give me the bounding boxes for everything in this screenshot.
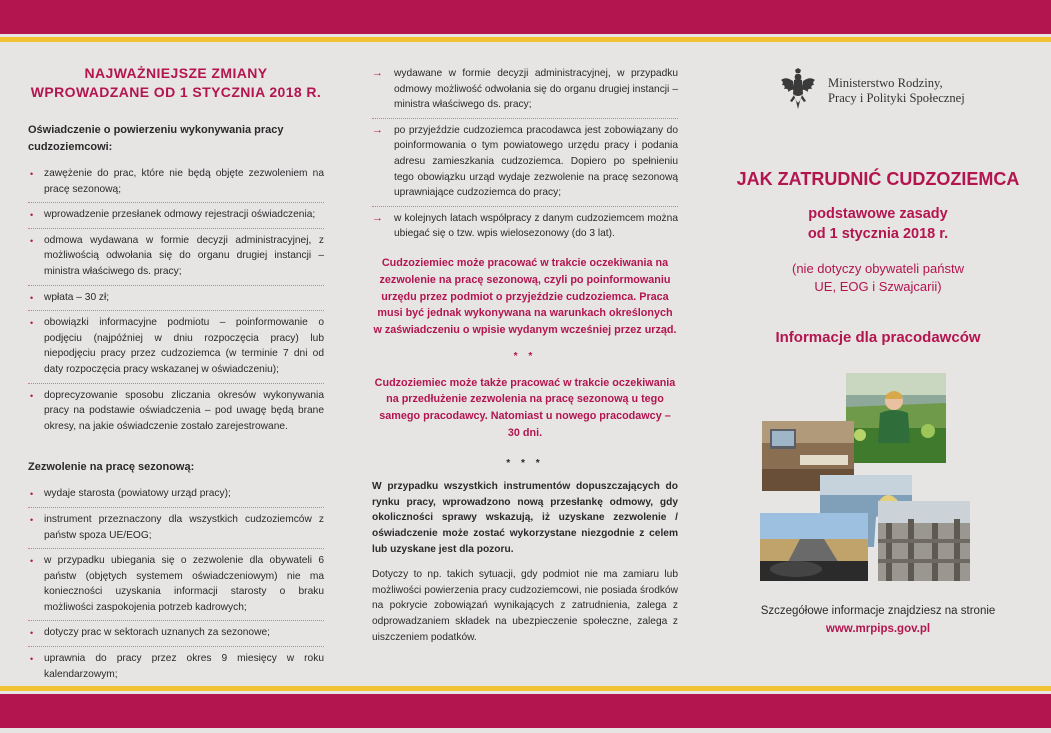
middle-column [372,62,678,645]
ministry-logo [780,68,1000,118]
declaration-list [28,162,324,439]
list-item [28,286,324,312]
ministry-name-line2: Pracy i Polityki Społecznej [828,91,965,105]
list-item-text: uprawnia do pracy przez okres 9 miesięcy w roku kalendarzowym; [44,653,324,680]
list-item [28,621,324,647]
list-item [28,203,324,229]
example-situations-paragraph: Dotyczy to np. takich sytuacji, gdy podmiot nie ma zamiaru lub możliwości powierzenia pracy cudzoziemcowi, nie posiada środków na pokrycie zobowiązań wynikających z zatrudnienia, zalega z odprowadzaniem składek na ubezpieczenie społeczne, zalega z uiszczeniem podatków. [372,569,678,643]
list-item-text: wprowadzenie przesłanek odmowy rejestracji oświadczenia; [44,209,316,221]
photo-collage [760,373,990,583]
list-item-text: wydawane w formie decyzji administracyjnej, w przypadku odmowy możliwość odwołania się do organu drugiej instancji – ministra właściwego ds. pracy; [394,68,678,111]
list-item [28,384,324,440]
bullet-icon: • [30,514,34,525]
bullet-icon: • [30,489,34,500]
more-info-text: Szczegółowe informacje znajdziesz na stronie [760,605,996,617]
bullet-icon: • [30,390,34,401]
list-item-text: odmowa wydawana w formie decyzji administracyjnej, z możliwością odwołania się do organu drugiej instancji – ministra właściwego ds. pracy; [44,234,324,277]
refusal-premise-paragraph: W przypadku wszystkich instrumentów dopuszczających do rynku pracy, wprowadzono nową przesłankę odmowy, gdy okoliczności sprawy wskazują, iż uzyskane zezwolenie / oświadczenie może zostać wykorzystane niezgodnie z celem lub uzyskane jest dla pozoru. [372,481,678,555]
section-title-seasonal: Zezwolenie na pracę sezonową: [28,461,195,474]
list-item [28,508,324,549]
arrow-bullet-icon: → [372,123,383,136]
bottom-band [0,694,1051,728]
list-item-text: wydaje starosta (powiatowy urząd pracy); [44,488,231,500]
bullet-icon: • [30,235,34,246]
arrow-list [372,62,678,247]
brochure-subtitle [728,204,1028,244]
list-item [28,549,324,621]
bullet-icon: • [30,318,34,329]
top-stripe [0,37,1051,42]
list-item-text: obowiązki informacyjne podmiotu – poinformowanie o podjęciu (najpóźniej w dniu rozpoczęcia pracy) lub niepodjęciu pracy przez cudzoziemca (w terminie 7 dni od daty rozpoczęcia pracy wskazanej w oświadczeniu); [44,317,324,375]
seasonal-permit-list [28,482,324,713]
separator-stars-grey: * * * [506,457,544,469]
list-item-text: dotyczy prac w sektorach uznanych za sezonowe; [44,627,270,639]
separator-stars: * * [513,350,537,362]
list-item-text: w kolejnych latach współpracy z danym cudzoziemcem można ubiegać się o tzw. wpis wielosezonowy (do 3 lat). [394,212,678,240]
list-item [28,162,324,203]
list-item-text: w przypadku ubiegania się o zezwolenie dla obywateli 6 państw (objętych systemem oświadczeniowym) nie ma konieczności uzyskania informacji starosty o braku możliwości zaspokojenia potrzeb kadrowych; [44,555,324,613]
subtitle-line2: od 1 stycznia 2018 r. [807,226,949,242]
highlight-waiting-permit: Cudzoziemiec może pracować w trakcie oczekiwania na zezwolenie na pracę sezonową, czyli po poinformowaniu urzędu przez podmiot o przyjeździe cudzoziemca. Praca musi być jednak wykonywana na warunkach określonych w zaświadczeniu o wpisie wydanym wcześniej przez urząd. [373,256,677,337]
bullet-icon: • [30,292,34,303]
list-item-text: instrument przeznaczony dla wszystkich cudzoziemców z państw spoza UE/EOG; [44,513,324,541]
bullet-icon: • [30,654,34,665]
list-item-text: po przyjeździe cudzoziemca pracodawca jest zobowiązany do poinformowania o tym powiatowego urzędu pracy i podania adresu zamieszkania cudzoziemca. Dopiero po spełnieniu tego obowiązku urząd wydaje zezwolenie na pracę sezonową uprawniające cudzoziemca do pracy; [394,124,678,199]
scope-note-line1: (nie dotyczy obywateli państw [792,261,964,276]
list-item [28,647,324,688]
subtitle-line1: podstawowe zasady [808,206,948,222]
arrow-bullet-icon: → [372,67,383,79]
eagle-emblem-icon [780,68,816,110]
list-item [372,62,678,119]
scope-note [728,260,1028,296]
website-link[interactable]: www.mrpips.gov.pl [825,623,931,635]
ministry-name-line1: Ministerstwo Rodziny, [828,76,943,90]
list-item [372,207,678,247]
left-column [28,62,324,733]
bullet-icon: • [30,169,34,179]
list-item-text: doprecyzowanie sposobu zliczania okresów wykonywania pracy na podstawie oświadczenia – pod uwagę będą brane okresy, na jakie oświadczenie zostało zarejestrowane. [44,389,324,432]
bullet-icon: • [30,628,34,639]
changes-heading-line2: WPROWADZANE OD 1 STYCZNIA 2018 R. [30,84,322,100]
photo-construction [878,501,970,581]
bottom-stripe [0,686,1051,691]
top-band [0,0,1051,34]
bullet-icon: • [30,556,34,567]
list-item-text: zawężenie do prac, które nie będą objęte zezwoleniem na pracę sezonową; [44,168,324,195]
list-item [28,229,324,286]
highlight-extension: Cudzoziemiec może także pracować w trakcie oczekiwania na przedłużenie zezwolenia na pracę sezonową u tego samego pracodawcy. Natomiast u nowego pracodawcy – 30 dni. [374,376,676,439]
list-item [372,119,678,207]
changes-heading [28,64,324,102]
list-item-text: wpłata – 30 zł; [44,291,110,303]
arrow-bullet-icon: → [372,211,383,224]
scope-note-line2: UE, EOG i Szwajcarii) [814,279,942,294]
ministry-name [828,76,965,106]
section-title-declaration: Oświadczenie o powierzeniu wykonywania pracy cudzoziemcowi: [28,124,284,153]
brochure-title: JAK ZATRUDNIĆ CUDZOZIEMCA [736,169,1020,189]
photo-driving [760,513,868,581]
bullet-icon: • [30,210,34,221]
list-item [28,311,324,383]
employers-info-heading: Informacje dla pracodawców [775,329,981,346]
right-column [728,62,1028,682]
changes-heading-line1: NAJWAŻNIEJSZE ZMIANY [84,65,268,81]
photo-greenhouse-worker [846,373,946,463]
list-item [28,482,324,508]
